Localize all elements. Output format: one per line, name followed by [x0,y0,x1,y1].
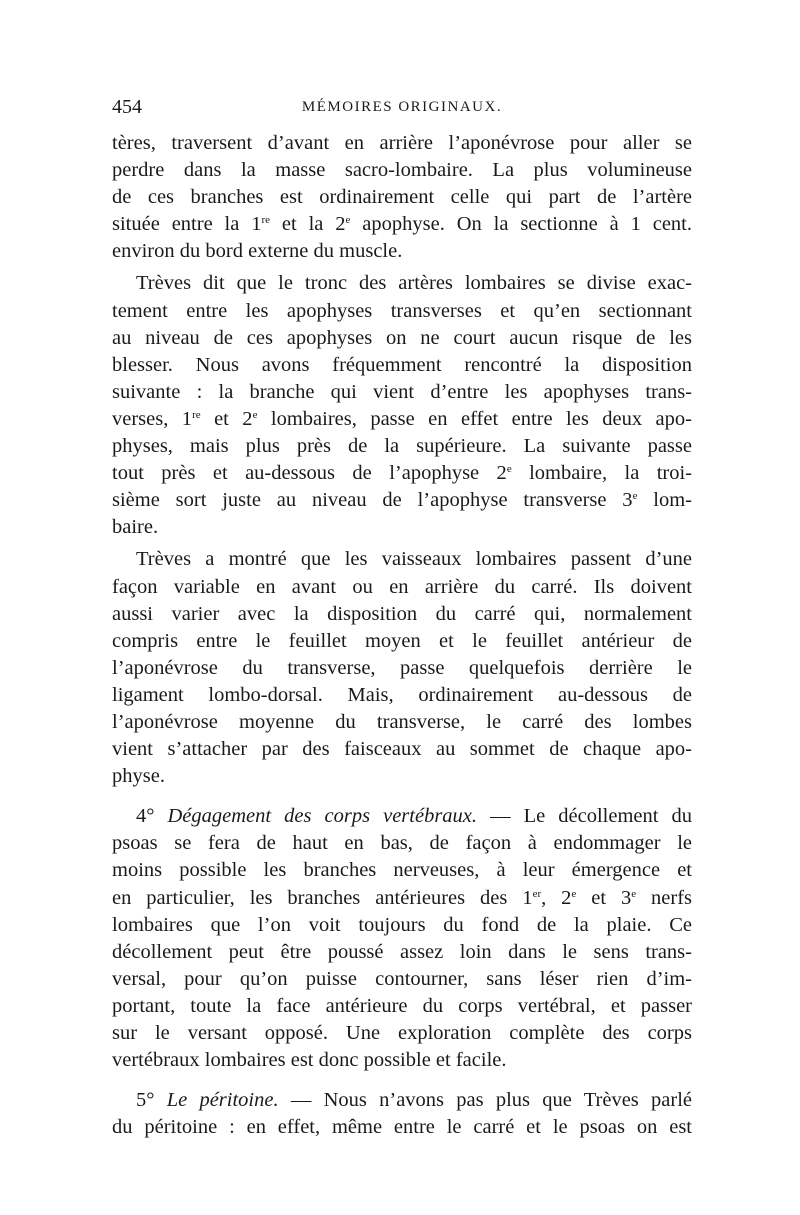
paragraph-3 [112,546,692,790]
text-line: en particulier, les branches antérieures des 1er, 2e et 3e nerfs [112,886,693,909]
text-line: Trèves dit que le tronc des artères lombaires se divise exac- [136,272,692,295]
text-line: tout près et au-dessous de l’apophyse 2e lombaire, la troi- [112,462,693,485]
text-line: ligament lombo-dorsal. Mais, ordinairement au-dessous de [112,683,692,706]
ordinal-superscript: e [632,490,638,503]
ordinal-superscript: e [506,463,512,476]
text-line: de ces branches est ordinairement celle qui part de l’artère [112,186,692,209]
text-line: physe. [112,765,165,788]
text-line: façon variable en avant ou en arrière du carré. Ils doivent [112,575,692,598]
text-line: psoas se fera de haut en bas, de façon à endommager le [112,832,692,855]
paragraph-2 [112,270,692,541]
text-line: du péritoine : en effet, même entre le carré et le psoas on est [112,1116,692,1139]
paragraph-4-section [112,803,692,1074]
text-line: lombaires que l’on voit toujours du fond de la plaie. Ce [112,913,692,936]
text-line: aussi varier avec la disposition du carré qui, normalement [112,602,692,625]
text-line: vient s’attacher par des faisceaux au sommet de chaque apo- [112,738,692,761]
text-line: tement entre les apophyses transverses et qu’en sectionnant [112,299,692,322]
text-line: moins possible les branches nerveuses, à leur émergence et [112,859,692,882]
text-line: sur le versant opposé. Une exploration complète des corps [112,1022,692,1044]
text-line: suivante : la branche qui vient d’entre les apophyses trans- [112,380,692,403]
text-line: perdre dans la masse sacro-lombaire. La plus volumineuse [112,159,692,182]
text-line: Trèves a montré que les vaisseaux lombaires passent d’une [136,548,692,571]
page-number: 454 [112,96,142,118]
ordinal-superscript: e [631,887,637,900]
text-line: — Le décollement du [477,805,692,828]
text-line: située entre la 1re et la 2e apophyse. On la sectionne à 1 cent. [112,213,692,236]
text-line: compris entre le feuillet moyen et le feuillet antérieur de [112,629,692,652]
body-text [112,130,692,1141]
section-title: Dégagement des corps vertébraux. [167,805,478,828]
text-line: physes, mais plus près de la supérieure. La suivante passe [112,435,692,458]
text-line: portant, toute la face antérieure du corps vertébral, et passer [112,994,692,1017]
text-line: blesser. Nous avons fréquemment rencontré la disposition [112,353,692,376]
paragraph-5-section [112,1087,692,1141]
text-line: tères, traversent d’avant en arrière l’aponévrose pour aller se [112,132,692,154]
text-line: environ du bord externe du muscle. [112,240,403,263]
section-number: 5° [136,1089,155,1112]
paragraph-1 [112,130,692,265]
section-heading-line [112,803,692,830]
ordinal-superscript: e [345,214,351,227]
section-heading-line [112,1087,692,1114]
text-line: l’aponévrose moyenne du transverse, le carré des lombes [112,710,692,733]
text-line: sième sort juste au niveau de l’apophyse transverse 3e lom- [112,489,692,512]
ordinal-superscript: re [261,214,271,227]
text-line: vertébraux lombaires est donc possible et facile. [112,1049,507,1072]
text-line: l’aponévrose du transverse, passe quelquefois derrière le [112,656,692,679]
text-line: versal, pour qu’on puisse contourner, sans léser rien d’im- [112,967,692,990]
text-line: verses, 1re et 2e lombaires, passe en effet entre les deux apo- [112,407,692,430]
ordinal-superscript: er [532,887,542,900]
page-header [112,96,692,122]
text-line: au niveau de ces apophyses on ne court aucun risque de les [112,326,692,349]
text-line: baire. [112,516,159,539]
section-title: Le péritoine. [166,1089,279,1112]
ordinal-superscript: e [571,887,577,900]
text-line: décollement peut être poussé assez loin dans le sens trans- [112,940,692,963]
running-head: MÉMOIRES ORIGINAUX. [301,99,503,115]
section-number: 4° [136,805,155,828]
text-line: — Nous n’avons pas plus que Trèves parlé [278,1089,692,1112]
ordinal-superscript: re [192,408,201,421]
ordinal-superscript: e [252,408,258,421]
